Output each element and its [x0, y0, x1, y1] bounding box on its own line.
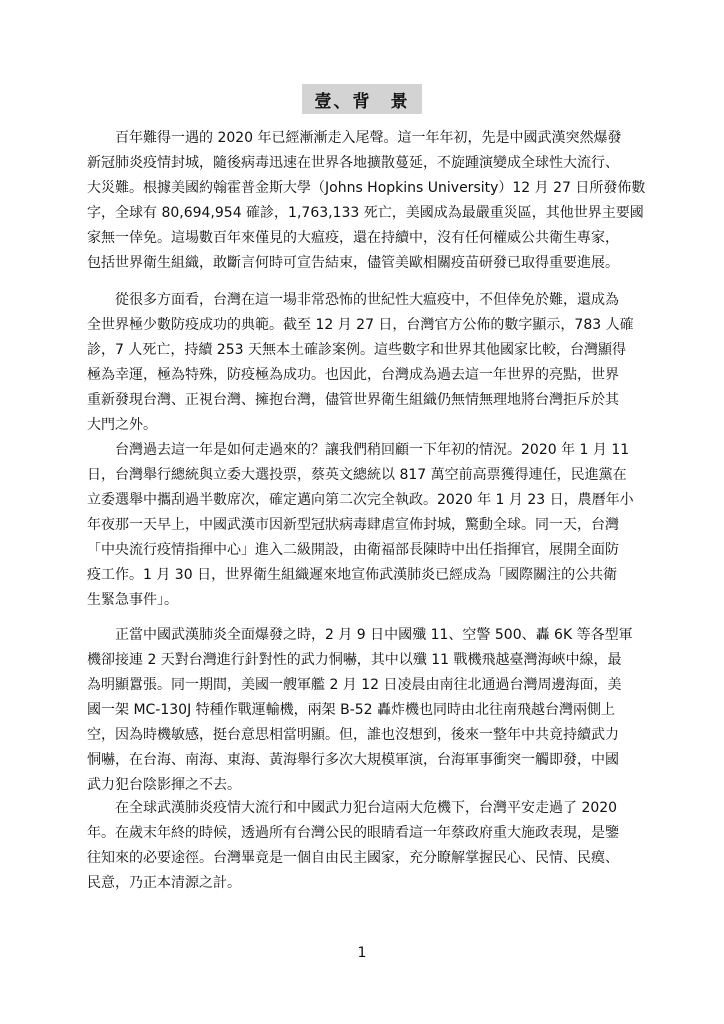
paragraph-line: 恫嚇，在台海、南海、東海、黃海舉行多次大規模軍演，台海軍事衝突一觸即發，中國 — [87, 752, 619, 768]
paragraph-taiwan-success — [87, 288, 647, 438]
paragraph-conclusion — [87, 796, 647, 896]
paragraph-line: 年。在歲末年終的時候，透過所有台灣公民的眼睛看這一年蔡政府重大施政表現，是鑒 — [87, 825, 619, 841]
paragraph-line: 在全球武漢肺炎疫情大流行和中國武力犯台這兩大危機下，台灣平安走過了 2020 — [115, 800, 618, 816]
paragraph-line: 為明顯囂張。同一期間，美國一艘軍艦 2 月 12 日凌晨由南往北通過台灣周邊海面，美 — [87, 677, 622, 693]
paragraph-year-review — [87, 438, 647, 613]
paragraph-line: 新冠肺炎疫情封城，隨後病毒迅速在世界各地擴散蔓延，不旋踵演變成全球性大流行、 — [87, 155, 619, 171]
paragraph-line: 包括世界衛生組織，敢斷言何時可宣告結束，儘管美歐相關疫苗研發已取得重要進展。 — [87, 255, 619, 271]
paragraph-line: 立委選舉中攜刮過半數席次，確定邁向第二次完全執政。2020 年 1 月 23 日，農曆年小 — [87, 492, 634, 508]
paragraph-line: 全世界極少數防疫成功的典範。截至 12 月 27 日，台灣官方公佈的數字顯示，783 人確 — [87, 317, 634, 333]
paragraph-line: 字，全球有 80,694,954 確診，1,763,133 死亡，美國成為最嚴重災區，其他世界主要國 — [87, 205, 644, 221]
paragraph-line: 重新發現台灣、正視台灣、擁抱台灣，儘管世界衛生組織仍無情無理地將台灣拒斥於其 — [87, 392, 619, 408]
paragraph-line: 日，台灣舉行總統與立委大選投票，蔡英文總統以 817 萬空前高票獲得連任，民進黨在 — [87, 467, 627, 483]
paragraph-line: 正當中國武漢肺炎全面爆發之時，2 月 9 日中國殲 11、空警 500、轟 6K 等各型軍 — [115, 627, 633, 643]
paragraph-line: 百年難得一遇的 2020 年已經漸漸走入尾聲。這一年年初，先是中國武漢突然爆發 — [115, 130, 622, 146]
paragraph-line: 台灣過去這一年是如何走過來的？讓我們稍回顧一下年初的情況。2020 年 1 月 11 — [115, 442, 630, 458]
paragraph-line: 大門之外。 — [87, 417, 157, 433]
paragraph-military-threat — [87, 623, 647, 798]
paragraph-line: 診，7 人死亡，持續 253 天無本土確診案例。這些數字和世界其他國家比較，台灣顯得 — [87, 342, 626, 358]
paragraph-line: 生緊急事件」。 — [87, 592, 178, 608]
paragraph-line: 空，因為時機敏感，挺台意思相當明顯。但，誰也沒想到，後來一整年中共竟持續武力 — [87, 727, 619, 743]
paragraph-line: 往知來的必要途徑。台灣畢竟是一個自由民主國家，充分瞭解掌握民心、民情、民瘼、 — [87, 850, 619, 866]
page-number: 1 — [357, 945, 367, 961]
paragraph-background-pandemic — [87, 126, 647, 276]
paragraph-line: 民意，乃正本清源之計。 — [87, 875, 241, 891]
paragraph-line: 家無一倖免。這場數百年來僅見的大瘟疫，還在持續中，沒有任何權威公共衛生專家， — [87, 230, 619, 246]
paragraph-line: 大災難。根據美國約翰霍普金斯大學（Johns Hopkins University）12 月 27 日所發佈數 — [87, 180, 646, 196]
paragraph-line: 機卻接連 2 天對台灣進行針對性的武力恫嚇，其中以殲 11 戰機飛越臺灣海峽中線，最 — [87, 652, 622, 668]
paragraph-line: 從很多方面看，台灣在這一場非常恐怖的世紀性大瘟疫中，不但倖免於難，還成為 — [115, 292, 619, 308]
paragraph-line: 武力犯台陰影揮之不去。 — [87, 777, 241, 793]
paragraph-line: 疫工作。1 月 30 日，世界衛生組織遲來地宣佈武漢肺炎已經成為「國際關注的公共衛 — [87, 567, 618, 583]
section-heading: 壹、背 景 — [302, 84, 422, 114]
paragraph-line: 年夜那一天早上，中國武漢市因新型冠狀病毒肆虐宣佈封城，驚動全球。同一天，台灣 — [87, 517, 619, 533]
paragraph-line: 國一架 MC-130J 特種作戰運輸機，兩架 B-52 轟炸機也同時由北往南飛越台灣兩側上 — [87, 702, 616, 718]
paragraph-line: 極為幸運，極為特殊，防疫極為成功。也因此，台灣成為過去這一年世界的亮點，世界 — [87, 367, 619, 383]
paragraph-line: 「中央流行疫情指揮中心」進入二級開設，由衛福部長陳時中出任指揮官，展開全面防 — [87, 542, 619, 558]
